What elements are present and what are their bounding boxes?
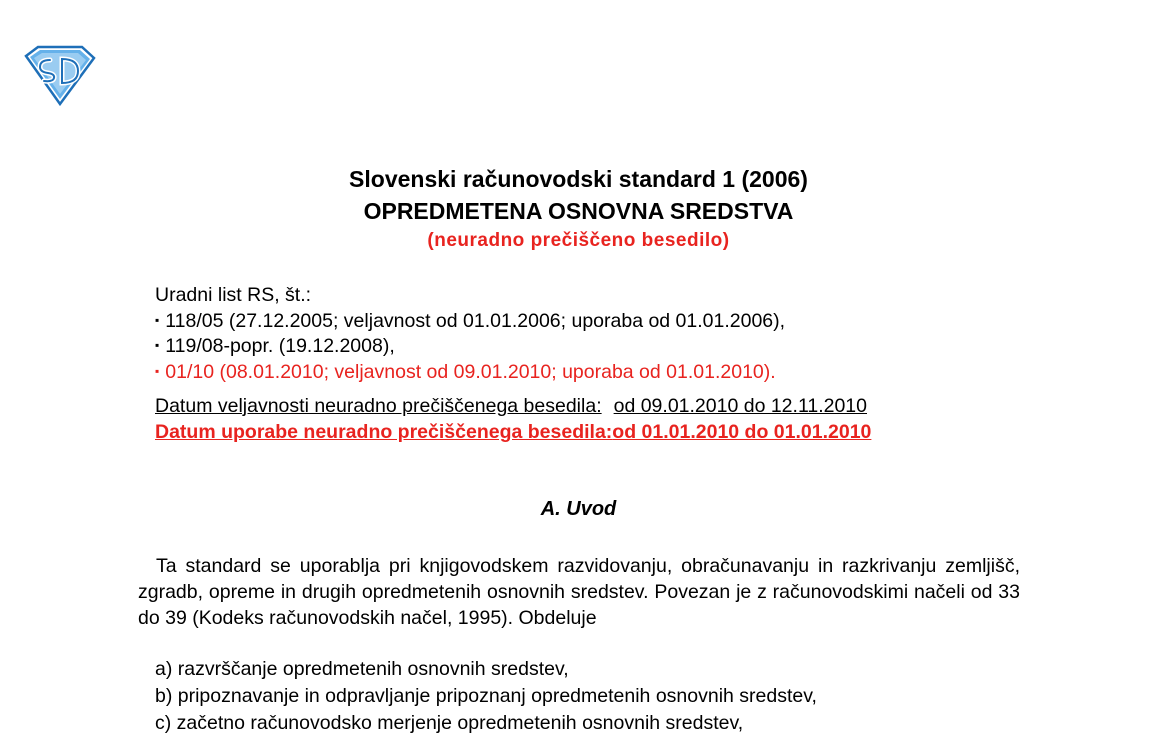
bullet-icon: ▪ (155, 364, 160, 378)
section-heading: A. Uvod (540, 498, 617, 520)
sources-heading: Uradni list RS, št.: (155, 284, 312, 306)
source-item-text: 119/08-popr. (19.12.2008), (165, 335, 395, 357)
document-subject: OPREDMETENA OSNOVNA SREDSTVA (363, 198, 794, 224)
source-item-text: 118/05 (27.12.2005; veljavnost od 01.01.2006; uporaba od 01.01.2006), (165, 310, 786, 332)
bullet-icon: ▪ (155, 313, 160, 327)
intro-paragraph: Ta standard se uporablja pri knjigovodskem razvidovanju, obračunavanju in razkrivanju zemljišč, zgradb, opreme in drugih opredmetenih osnovnih sredstev. Povezan je z računovodskimi načeli od 33 do 39 (Kodeks računovodskih načel, 1995). Obdeluje (138, 555, 1020, 629)
source-item (155, 335, 395, 358)
usage-value: od 01.01.2010 do 01.01.2010 (612, 421, 872, 443)
source-item (155, 310, 785, 333)
document-status-note: (neuradno prečiščeno besedilo) (427, 230, 730, 251)
list-item: b) pripoznavanje in odpravljanje pripoznanj opredmetenih osnovnih sredstev, (155, 685, 817, 707)
list-item: a) razvrščanje opredmetenih osnovnih sredstev, (155, 658, 569, 680)
sd-logo (20, 44, 98, 106)
bullet-icon: ▪ (155, 338, 160, 352)
list-item: c) začetno računovodsko merjenje opredmetenih osnovnih sredstev, (155, 712, 744, 734)
document-title: Slovenski računovodski standard 1 (2006) (349, 166, 808, 192)
source-item-text: 01/10 (08.01.2010; veljavnost od 09.01.2010; uporaba od 01.01.2010). (165, 361, 776, 383)
validity-line (155, 395, 867, 418)
source-item (155, 361, 776, 384)
validity-label: Datum veljavnosti neuradno prečiščenega besedila: (155, 395, 602, 417)
usage-label: Datum uporabe neuradno prečiščenega besedila: (155, 421, 613, 443)
usage-line (155, 421, 871, 444)
validity-value: od 09.01.2010 do 12.11.2010 (613, 395, 867, 417)
